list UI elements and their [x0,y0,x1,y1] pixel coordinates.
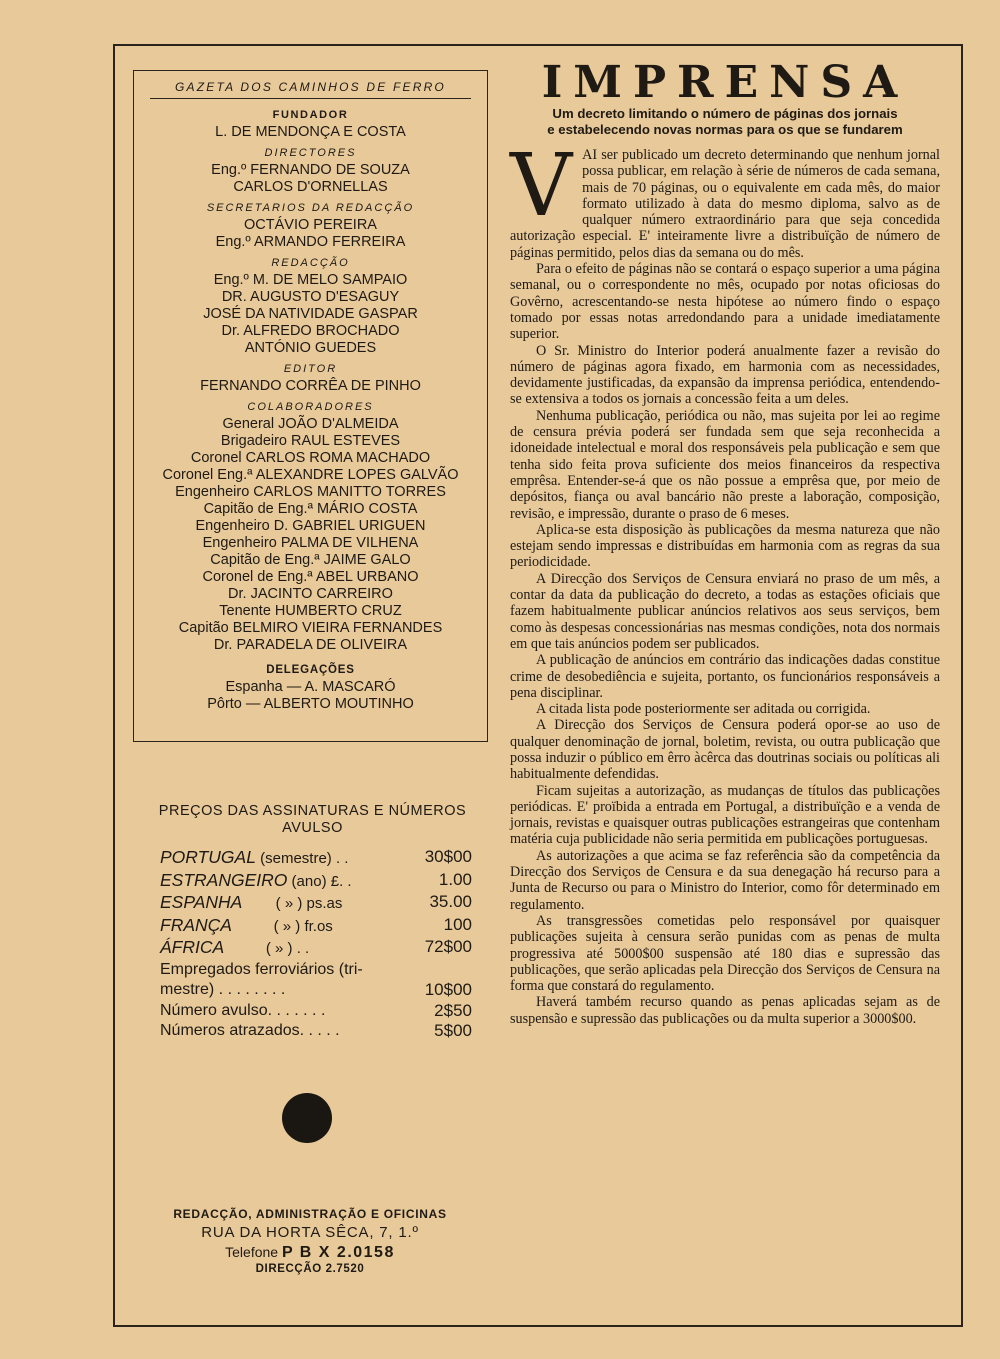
address-footer [145,1207,475,1275]
price-rows [160,847,472,1042]
price-period: ( » ) ps.as [242,895,343,912]
masthead-name: Capitão de Eng.ª JAIME GALO [210,552,411,568]
masthead-name: General JOÃO D'ALMEIDA [222,416,399,432]
masthead-name: Tenente HUMBERTO CRUZ [219,603,402,619]
masthead-name: Eng.º FERNANDO DE SOUZA [211,162,410,178]
masthead-name: Coronel de Eng.ª ABEL URBANO [202,569,419,585]
price-row [160,1001,472,1022]
phone-number: P B X 2.0158 [281,1244,395,1261]
masthead-role: REDACÇÃO [271,257,350,269]
price-row [160,1021,472,1042]
prices-title [145,803,480,837]
price-period: (ano) £. . [287,872,352,890]
first-paragraph-text: AI ser publicado um decreto determinando que nenhum jornal possa publicar, em relação à série de números de cada semana, mais de 70 páginas, ou o equivalente em cada mês, do maior formato utilizado à data do mesmo diploma, salvo as de qualquer número extraordinário para que seja concedida autorização especial. E' inteiramente livre a distribuïção de número de páginas permitido, pelos dias da semana ou do mês. [510,147,940,261]
masthead-name: Capitão de Eng.ª MÁRIO COSTA [203,501,418,517]
article-paragraph: Para o efeito de páginas não se contará o espaço superior a uma página semanal, ou o correspondente no mês, ocupado por notas oficiosas do Govêrno, acrescentando-se nesta hipótese ao número findo o espaço tomado por essas notas arredondando para a unidade imediatamente superior. [510,261,940,343]
subscription-prices [145,803,480,1042]
article-paragraph: Nenhuma publicação, periódica ou não, mas sujeita por lei ao regime de censura prévia poderá ser fundada sem que seja reconhecida a idoneidade intelectual e moral dos responsáveis pela publicação e sem que tenha sido feita prova suficiente dos meios financeiros da respectiva emprêsa. Entender-se-á que os não possue a emprêsa que, por meio de depósitos, fiança ou aval bancário não preste a laboração, composição, revisão, e impressão, durante o praso de 6 meses. [510,407,940,522]
price-value: 100 [443,914,472,934]
article-paragraph: As autorizações a que acima se faz referência são da competência da Direcção dos Serviços de Censura e da sua denegação há recurso para a Junta de Recurso ou para o Ministro do Interior, como fôr determinado em regulamento. [510,847,940,913]
masthead-name: JOSÉ DA NATIVIDADE GASPAR [203,306,418,322]
article-body [510,136,940,1027]
delegations-title: DELEGAÇÕES [266,664,355,676]
price-region: PORTUGAL [160,847,256,867]
footer-direction: DIRECÇÃO 2.7520 [255,1263,365,1275]
price-label [160,870,352,893]
drop-cap: V [510,136,573,236]
masthead-role: FUNDADOR [272,109,349,121]
masthead-name: ANTÓNIO GUEDES [244,340,377,356]
price-period: ( » ) . . [224,940,310,957]
masthead-name: Brigadeiro RAUL ESTEVES [220,433,401,449]
phone-label: Telefone [225,1244,282,1260]
footer-offices: REDACÇÃO, ADMINISTRAÇÃO E OFICINAS [173,1207,447,1221]
price-label: Números atrazados. . . . . [160,1022,340,1039]
masthead-name: Engenheiro D. GABRIEL URIGUEN [195,518,426,534]
price-region: ESTRANGEIRO [160,869,288,890]
price-label [160,915,333,938]
price-row [160,960,472,981]
price-period: ( » ) fr.os [231,917,333,935]
footer-phone [145,1244,475,1262]
footer-address: RUA DA HORTA SÊCA, 7, 1.º [201,1224,419,1241]
article-paragraph: A Direcção dos Serviços de Censura enviará no praso de um mês, a contar da data da publicação do decreto, a todas as estações oficiais que fazem habitualmente publicar anúncios relativos aos seus serviços, bem como às despesas concessionárias nas mesmas condições, nota dos normais em que tais anúncios podem ser publicados. [510,570,940,652]
masthead-name: Eng.º M. DE MELO SAMPAIO [213,272,408,288]
masthead-name: Capitão BELMIRO VIEIRA FERNANDES [178,620,443,636]
masthead-name: L. DE MENDONÇA E COSTA [215,124,406,140]
masthead-name: Engenheiro CARLOS MANITTO TORRES [175,484,446,500]
price-label: Empregados ferroviários (tri- [160,960,363,978]
article-paragraph: Aplica-se esta disposição às publicações da mesma natureza que não estejam sendo impressas e distribuídas em harmonia com as regras da sua periodicidade. [510,521,940,571]
article-paragraph: Ficam sujeitas a autorização, as mudanças de títulos das publicações periódicas. E' proïbida a entrada em Portugal, a distribuïção e a venda de jornais, revistas e quaisquer outras publicações estrangeiras que contenham matéria cuja publicidade não seria permitida em publicações portuguesas. [510,782,940,848]
price-region: ESPANHA [160,892,243,912]
price-region: FRANÇA [160,914,232,935]
article [510,57,940,1027]
masthead-name: Coronel Eng.ª ALEXANDRE LOPES GALVÃO [162,467,459,483]
delegations [134,662,487,713]
price-value: 1.00 [438,869,472,889]
masthead-name: CARLOS D'ORNELLAS [233,179,388,195]
masthead-role: EDITOR [283,363,338,375]
masthead-name: Coronel CARLOS ROMA MACHADO [190,450,431,466]
subtitle-line2: e estabelecendo novas normas para os que se fundarem [547,122,903,137]
delegation-porto: Pôrto — ALBERTO MOUTINHO [207,696,414,712]
price-label [160,937,309,960]
article-paragraph: O Sr. Ministro do Interior poderá anualmente fazer a revisão do número de páginas agora fixado, em harmonia com as necessidades, devidamente justificadas, da expansão da imprensa periódica, entendendo-se extensiva a todos os jornais a concessão feita a um deles. [510,342,940,408]
article-subtitle [510,106,940,138]
price-row [160,980,472,1001]
price-value: 72$00 [424,937,472,956]
masthead-name: Eng.º ARMANDO FERREIRA [215,234,406,250]
masthead-title: GAZETA DOS CAMINHOS DE FERRO [150,79,471,99]
masthead-role: COLABORADORES [247,401,374,413]
price-label: mestre) . . . . . . . . [160,981,286,998]
price-row [160,937,472,960]
price-row [160,892,472,915]
price-value: 2$50 [434,1000,472,1020]
masthead-name: Dr. ALFREDO BROCHADO [221,323,400,339]
price-row [160,870,472,893]
price-row [160,915,472,938]
price-value: 5$00 [434,1021,472,1040]
masthead-name: Dr. PARADELA DE OLIVEIRA [213,637,408,653]
masthead-name: OCTÁVIO PEREIRA [244,217,377,233]
article-paragraph: A Direcção dos Serviços de Censura poderá opor-se ao uso de qualquer denominação de jornal, boletim, revista, ou outra publicação que possa induzir o público em êrro àcêrca das doutrinas sociais ou políticas ali habitualmente defendidas. [510,717,940,783]
price-value: 10$00 [424,980,472,999]
article-paragraph [510,136,940,261]
price-label [160,847,348,870]
price-region: ÁFRICA [160,937,225,957]
price-row [160,847,472,870]
masthead-role: SECRETARIOS DA REDACÇÃO [206,202,415,214]
article-paragraph: Haverá também recurso quando as penas aplicadas sejam as de suspensão e supressão das publicações ou da multa superior a 3000$00. [510,994,940,1027]
price-value: 35.00 [429,892,472,911]
article-paragraph: As transgressões cometidas pelo responsável por quaisquer publicações sujeita à censura serão punidas com as penas de multa progressiva até 5000$00 suspensão até 180 dias e supressão das publicações, que serão aplicadas pela Direcção dos Serviços de Censura na forma que constará do regulamento. [510,912,940,995]
delegation-spain: Espanha — A. MASCARÓ [225,679,396,695]
masthead-sections [134,107,487,654]
price-label: Número avulso. . . . . . . [160,1001,326,1019]
price-value: 30$00 [424,847,472,866]
masthead-name: FERNANDO CORRÊA DE PINHO [200,378,421,394]
price-period: (semestre) . . [255,850,349,867]
masthead-name: Dr. JACINTO CARREIRO [228,586,393,602]
masthead-box [133,70,488,742]
article-paragraph: A citada lista pode posteriormente ser aditada ou corrigida. [536,701,871,718]
masthead-name: DR. AUGUSTO D'ESAGUY [221,289,400,305]
article-title: IMPRENSA [541,57,909,108]
masthead-name: Engenheiro PALMA DE VILHENA [202,535,419,551]
price-label [160,892,342,915]
decorative-dot [282,1093,332,1143]
prices-title-line1: PREÇOS DAS ASSINATURAS E NÚMEROS [158,803,467,819]
masthead-role: DIRECTORES [264,147,357,159]
prices-title-line2: AVULSO [282,820,343,836]
article-paragraph: A publicação de anúncios em contrário das indicações dadas constitue crime de desobediência e sujeita, portanto, os funcionários responsáveis a pena disciplinar. [510,652,940,701]
subtitle-line1: Um decreto limitando o número de páginas dos jornais [552,106,898,121]
